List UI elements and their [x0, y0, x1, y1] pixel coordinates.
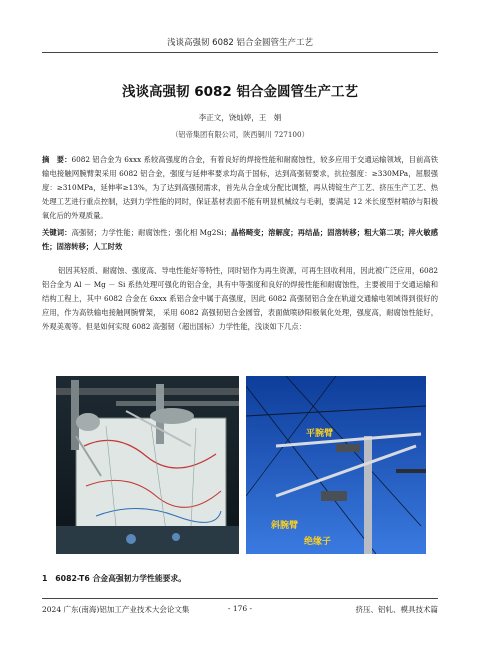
label-jue-yuan-zi: 绝缘子 — [304, 537, 332, 547]
abstract-text: 6082 铝合金为 6xxx 系较高强度的合金，有着良好的焊接性能和耐腐蚀性，较多应用于交通运输领域，目前高铁输电接触网腕臂架采用 6082 铝合金，强度与延伸率要求均高于国标，达到高强韧要求，抗拉强度：≥330MPa，屈服强度：≥310MPa，延伸率≥13%，为了达到高强韧需求，首先从合金成分配比调整，再从铸锭生产工艺、挤压生产工艺、热处理工艺进行重点控制，达到力学性能的同时，保证基材表面不能有明显机械纹与毛刺，要满足 12 米长度型材喷砂与阳极氧化后的外观质量。 — [42, 155, 439, 220]
header-rule — [42, 52, 438, 53]
keywords-bold: 晶格畸变；溶解度；再结晶；固溶转移；粗大第二项；淬火敏感性；固溶转移；人工时效 — [42, 228, 439, 251]
abstract-label: 摘 要： — [42, 155, 72, 164]
footer-rule — [42, 598, 438, 599]
article-affiliation: （铝帝集团有限公司，陕西铜川 727100） — [171, 130, 309, 139]
footer-left: 2024 广东(南海)铝加工产业技术大会论文集 — [42, 605, 190, 614]
control-room-photo — [56, 376, 239, 554]
catenary-cantilever-photo — [246, 376, 426, 554]
running-header: 浅谈高强韧 6082 铝合金圆管生产工艺 — [166, 38, 314, 48]
abstract — [42, 153, 438, 223]
article-authors: 李正文，饶灿婷，王 娟 — [198, 113, 282, 122]
label-ping-wan-bi: 平腕臂 — [306, 429, 334, 439]
body-paragraph — [42, 264, 438, 334]
page-number: - 176 - — [227, 604, 253, 613]
footer-right: 挤压、铝轧、模具技术篇 — [355, 605, 438, 614]
photo-left — [56, 376, 239, 554]
label-xie-wan-bi: 斜腕臂 — [271, 521, 299, 531]
section-heading: 1 6082-T6 合金高强韧力学性能要求。 — [42, 574, 187, 583]
article-title: 浅谈高强韧 6082 铝合金圆管生产工艺 — [122, 84, 358, 100]
keywords-label: 关键词： — [42, 228, 72, 237]
photo-right — [246, 376, 426, 554]
body-paragraph-text: 铝因其轻质、耐腐蚀、强度高、导电性能好等特性，同时铝作为再生资源，可再生回收利用，因此被广泛应用，6082 铝合金为 Al － Mg － Si 系热处理可强化的铝合金，具有中等强度和良好的焊接性能和耐腐蚀性，主要被用于交通运输和结构工程上，其中 6082 合金在 6xxx 系铝合金中属于高强度，因此 6082 高强韧铝合金在轨道交通输电领域得到很好的应用，作为高铁输电接触网腕臂架， 采用 6082 高强韧铝合金圆管，表面做喷砂阳极氧化处理，强度高，耐腐蚀性能好，外观美观等。但是如何实现 6082 高强韧（超出国标）力学性能，浅谈如下几点： — [42, 266, 438, 331]
keywords-plain: 高强韧；力学性能；耐腐蚀性；强化相 Mg2Si； — [71, 228, 232, 237]
keywords — [42, 226, 438, 254]
